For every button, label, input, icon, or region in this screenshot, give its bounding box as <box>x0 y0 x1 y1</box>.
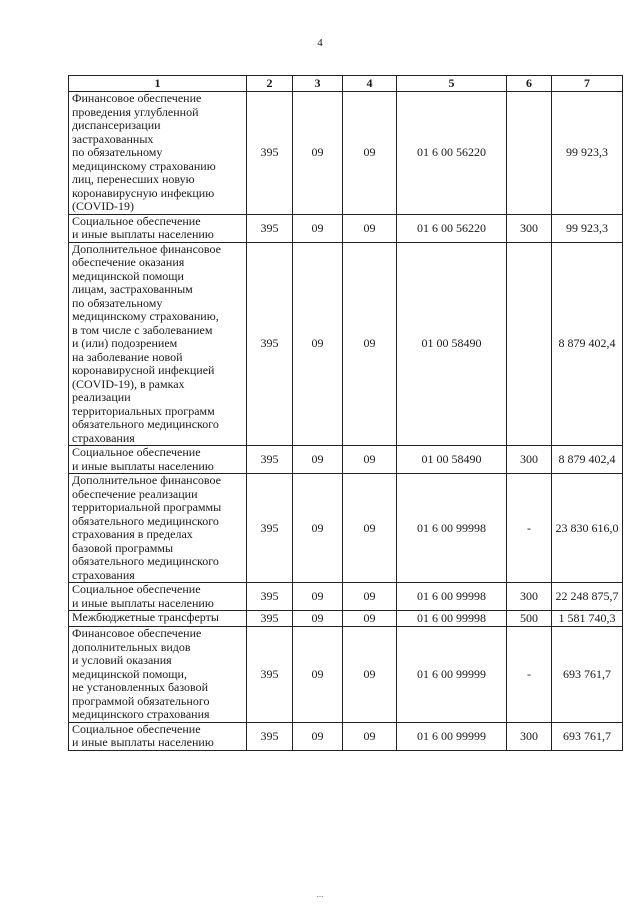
row-name-line: обязательного медицинского <box>72 417 219 431</box>
section-code-cell: 09 <box>293 627 343 723</box>
header-col-6: 6 <box>507 76 552 92</box>
row-name-line: и условий оказания <box>72 653 172 667</box>
amount-cell: 8 879 402,4 <box>552 446 623 474</box>
row-name-line: лицам, застрахованным <box>72 282 193 296</box>
admin-code-cell: 395 <box>247 446 293 474</box>
row-name-cell <box>69 611 247 627</box>
row-name-line: Социальное обеспечение <box>72 582 201 596</box>
row-name-line: обеспечение реализации <box>72 486 198 501</box>
row-name-line: обязательного медицинского <box>72 554 219 568</box>
row-name-line: территориальных программ <box>72 403 215 418</box>
row-name-line: обязательного медицинского <box>72 513 219 528</box>
admin-code-cell: 395 <box>247 242 293 446</box>
target-article-cell: 01 6 00 99999 <box>397 722 507 750</box>
row-name-line: Дополнительное финансовое <box>72 473 221 487</box>
amount-cell: 693 761,7 <box>552 627 623 723</box>
table-row <box>69 583 623 611</box>
row-name-line: проведения углубленной <box>72 104 199 119</box>
row-name-cell <box>69 627 247 723</box>
admin-code-cell: 395 <box>247 474 293 583</box>
page-number: 4 <box>317 37 323 49</box>
row-name-line: на заболевание новой <box>72 349 183 364</box>
row-name-line: медицинского страхования <box>72 707 210 721</box>
header-col-7: 7 <box>552 76 623 92</box>
row-name-line: страхования <box>72 567 135 582</box>
row-name-cell <box>69 242 247 446</box>
row-name-line: (COVID-19) <box>72 199 134 213</box>
expense-type-cell <box>507 92 552 215</box>
row-name-line: Межбюджетные трансферты <box>72 610 219 624</box>
subsection-code-cell: 09 <box>343 583 397 611</box>
subsection-code-cell: 09 <box>343 242 397 446</box>
subsection-code-cell: 09 <box>343 92 397 215</box>
admin-code-cell: 395 <box>247 722 293 750</box>
row-name-cell <box>69 446 247 474</box>
header-col-2: 2 <box>247 76 293 92</box>
target-article-cell: 01 6 00 56220 <box>397 92 507 215</box>
expense-type-cell: - <box>507 474 552 583</box>
subsection-code-cell: 09 <box>343 474 397 583</box>
table-row <box>69 611 623 627</box>
row-name-line: и иные выплаты населению <box>72 227 214 241</box>
row-name-cell <box>69 474 247 583</box>
amount-cell: 23 830 616,0 <box>552 474 623 583</box>
header-col-3: 3 <box>293 76 343 92</box>
amount-cell: 99 923,3 <box>552 92 623 215</box>
amount-cell: 693 761,7 <box>552 722 623 750</box>
target-article-cell: 01 00 58490 <box>397 446 507 474</box>
row-name-line: (COVID-19), в рамках <box>72 376 185 391</box>
row-name-line: в том числе с заболеванием <box>72 322 213 337</box>
row-name-line: Финансовое обеспечение <box>72 626 202 640</box>
expense-type-cell: 300 <box>507 446 552 474</box>
row-name-line: и (или) подозрением <box>72 336 178 350</box>
amount-cell: 1 581 740,3 <box>552 611 623 627</box>
table-header-row <box>69 76 623 92</box>
target-article-cell: 01 6 00 99999 <box>397 627 507 723</box>
target-article-cell: 01 6 00 56220 <box>397 214 507 242</box>
row-name-cell <box>69 583 247 611</box>
row-name-cell <box>69 214 247 242</box>
section-code-cell: 09 <box>293 242 343 446</box>
row-name-line: медицинской помощи <box>72 268 184 283</box>
expense-type-cell: - <box>507 627 552 723</box>
row-name-line: территориальной программы <box>72 500 222 514</box>
admin-code-cell: 395 <box>247 92 293 215</box>
admin-code-cell: 395 <box>247 583 293 611</box>
table-row <box>69 627 623 723</box>
expense-type-cell <box>507 242 552 446</box>
target-article-cell: 01 6 00 99998 <box>397 474 507 583</box>
amount-cell: 8 879 402,4 <box>552 242 623 446</box>
row-name-line: по обязательному <box>72 145 163 159</box>
row-name-line: лиц, перенесших новую <box>72 172 195 186</box>
table-row <box>69 722 623 750</box>
amount-cell: 22 248 875,7 <box>552 583 623 611</box>
admin-code-cell: 395 <box>247 214 293 242</box>
row-name-line: Социальное обеспечение <box>72 721 201 736</box>
table-body <box>69 92 623 751</box>
expense-type-cell: 300 <box>507 214 552 242</box>
section-code-cell: 09 <box>293 583 343 611</box>
row-name-line: страхования <box>72 430 135 445</box>
subsection-code-cell: 09 <box>343 214 397 242</box>
row-name-cell <box>69 92 247 215</box>
section-code-cell: 09 <box>293 474 343 583</box>
row-name-line: и иные выплаты населению <box>72 735 214 749</box>
section-code-cell: 09 <box>293 92 343 215</box>
admin-code-cell: 395 <box>247 627 293 723</box>
row-name-cell <box>69 722 247 750</box>
subsection-code-cell: 09 <box>343 611 397 627</box>
target-article-cell: 01 00 58490 <box>397 242 507 446</box>
footer-mark: ... <box>316 889 324 899</box>
header-col-1: 1 <box>69 76 247 92</box>
row-name-line: обеспечение оказания <box>72 255 185 269</box>
row-name-line: Финансовое обеспечение <box>72 91 202 105</box>
table-row <box>69 92 623 215</box>
row-name-line: базовой программы <box>72 540 174 555</box>
row-name-line: коронавирусной инфекцией <box>72 363 215 377</box>
subsection-code-cell: 09 <box>343 722 397 750</box>
expense-type-cell: 500 <box>507 611 552 627</box>
row-name-line: Социальное обеспечение <box>72 445 201 459</box>
row-name-line: диспансеризации <box>72 118 161 132</box>
row-name-line: Социальное обеспечение <box>72 213 201 228</box>
section-code-cell: 09 <box>293 722 343 750</box>
row-name-line: и иные выплаты населению <box>72 595 214 610</box>
amount-cell: 99 923,3 <box>552 214 623 242</box>
row-name-line: страхования в пределах <box>72 527 193 541</box>
expense-type-cell: 300 <box>507 583 552 611</box>
row-name-line: коронавирусную инфекцию <box>72 185 215 200</box>
row-name-line: по обязательному <box>72 295 163 310</box>
row-name-line: медицинскому страхованию <box>72 158 216 173</box>
budget-table <box>68 75 623 751</box>
row-name-line: программой обязательного <box>72 693 210 708</box>
section-code-cell: 09 <box>293 214 343 242</box>
row-name-line: реализации <box>72 390 131 404</box>
row-name-line: Дополнительное финансовое <box>72 241 221 256</box>
target-article-cell: 01 6 00 99998 <box>397 611 507 627</box>
expense-type-cell: 300 <box>507 722 552 750</box>
section-code-cell: 09 <box>293 611 343 627</box>
row-name-line: медицинской помощи, <box>72 666 187 681</box>
section-code-cell: 09 <box>293 446 343 474</box>
table-row <box>69 446 623 474</box>
admin-code-cell: 395 <box>247 611 293 627</box>
row-name-line: не установленных базовой <box>72 680 209 694</box>
row-name-line: дополнительных видов <box>72 639 191 654</box>
subsection-code-cell: 09 <box>343 627 397 723</box>
table-row <box>69 214 623 242</box>
table-row <box>69 242 623 446</box>
table-row <box>69 474 623 583</box>
header-col-4: 4 <box>343 76 397 92</box>
row-name-line: и иные выплаты населению <box>72 458 214 473</box>
subsection-code-cell: 09 <box>343 446 397 474</box>
row-name-line: застрахованных <box>72 131 154 146</box>
header-col-5: 5 <box>397 76 507 92</box>
target-article-cell: 01 6 00 99998 <box>397 583 507 611</box>
row-name-line: медицинскому страхованию, <box>72 309 219 323</box>
